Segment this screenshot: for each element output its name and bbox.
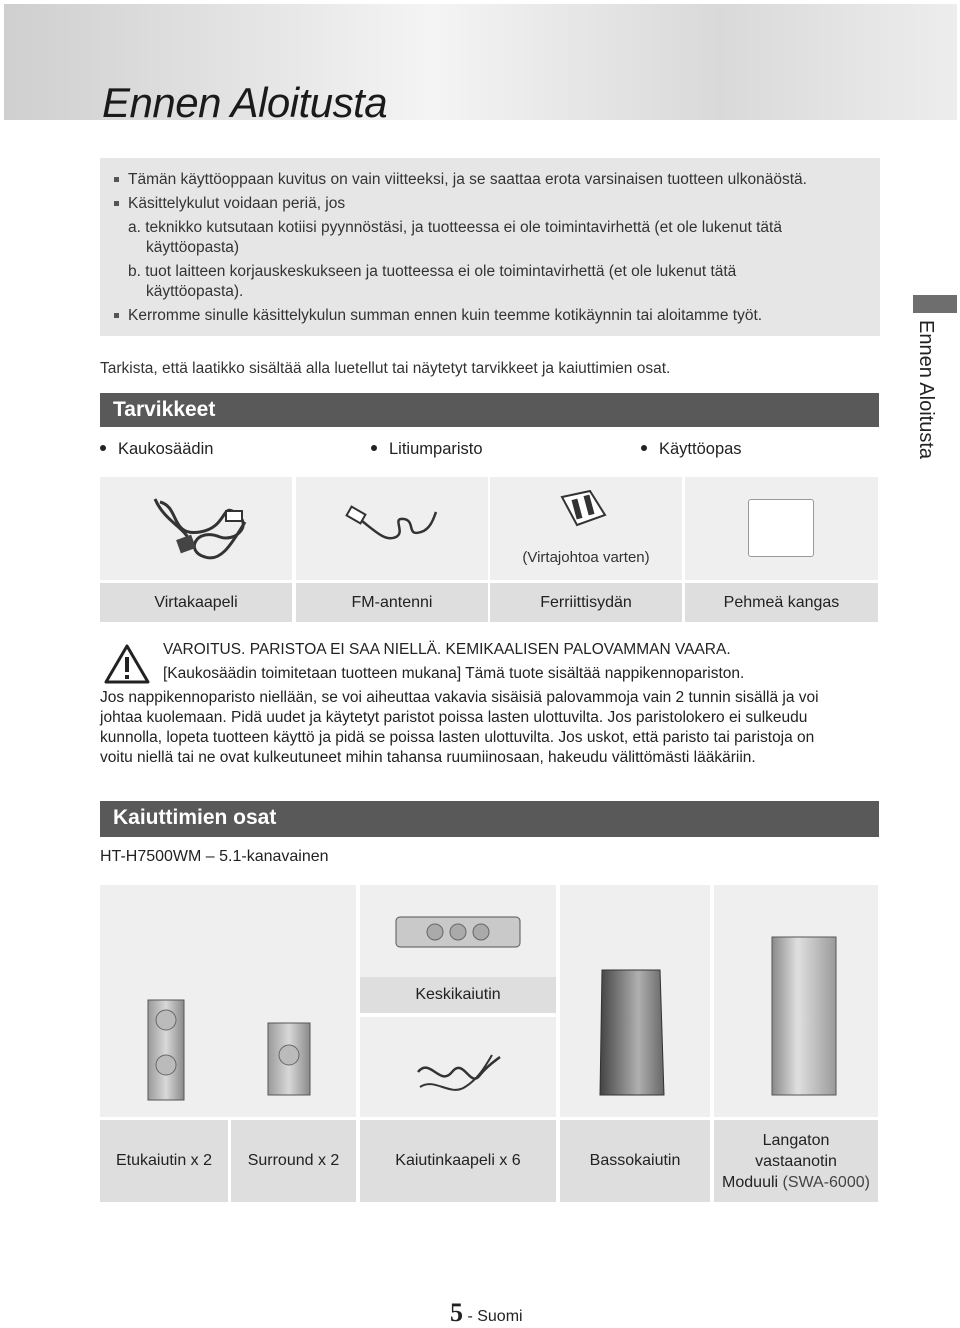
section-title: Kaiuttimien osat: [113, 806, 277, 829]
page-title: Ennen Aloitusta: [102, 79, 388, 126]
speaker-label: Bassokaiutin: [560, 1120, 710, 1202]
speakers-icon: [100, 885, 356, 1117]
warning-line: voitu niellä tai ne ovat kulkeutuneet mihin tahansa ruumiinosaan, hakeudu välittömästi lääkäriin.: [100, 749, 756, 766]
note-line: Tämän käyttöoppaan kuvitus on vain viitteeksi, ja se saattaa erota varsinaisen tuotteen ulkonäöstä.: [128, 171, 807, 188]
notes-box: [100, 158, 880, 336]
side-tab-marker: [913, 295, 957, 313]
bullet-item: Litiumparisto: [371, 440, 483, 459]
center-speaker-image-cell: [360, 885, 556, 977]
section-title: Tarvikkeet: [113, 398, 216, 421]
note-line: käyttöopasta).: [146, 283, 244, 300]
fm-antenna-image-cell: [296, 477, 488, 580]
page-footer: [450, 1298, 523, 1328]
cloth-icon: [748, 499, 814, 557]
speaker-label: Etukaiutin x 2: [100, 1120, 228, 1202]
warning-line: johtaa kuolemaan. Pidä uudet ja käytetyt paristot poissa lasten ulottuvilta. Jos paristolokero ei sulkeudu: [100, 709, 808, 726]
side-tab-label: Ennen Aloitusta: [915, 320, 937, 459]
bullet-item: Kaukosäädin: [100, 440, 213, 459]
accessory-label: FM-antenni: [296, 583, 488, 622]
fm-antenna-icon: [296, 477, 488, 580]
ferrite-note: (Virtajohtoa varten): [522, 549, 650, 566]
bullet-dot-icon: [371, 445, 377, 451]
bullet-square-icon: [114, 313, 119, 318]
power-cable-image-cell: [100, 477, 292, 580]
intro-text: Tarkista, että laatikko sisältää alla luetellut tai näytetyt tarvikkeet ja kaiuttimien osat.: [100, 360, 671, 377]
center-speaker-label: Keskikaiutin: [360, 977, 556, 1013]
page-header: [4, 4, 957, 126]
cloth-image-cell: [685, 477, 878, 580]
wireless-label-line: Langaton: [762, 1131, 830, 1149]
note-line: Kerromme sinulle käsittelykulun summan ennen kuin teemme kotikäynnin tai aloitamme työt.: [128, 307, 763, 324]
accessory-label: Virtakaapeli: [100, 583, 292, 622]
power-cable-icon: [100, 477, 292, 580]
bullet-dot-icon: [100, 445, 106, 451]
bullet-square-icon: [114, 177, 119, 182]
section-bar-speakers: [100, 801, 879, 837]
warning-line: kunnolla, lopeta tuotteen käyttö ja pidä se poissa lasten ulottuvilta. Jos uskot, että paristo tai paristoja on: [100, 729, 815, 746]
front-surround-image-cell: [100, 885, 356, 1117]
wireless-label-line: vastaanotin: [755, 1152, 837, 1170]
subwoofer-image-cell: [560, 885, 710, 1117]
page-number: 5: [450, 1298, 463, 1327]
section-bar-accessories: [100, 393, 879, 427]
bullet-dot-icon: [641, 445, 647, 451]
note-line: b. tuot laitteen korjauskeskukseen ja tuotteessa ei ole toimintavirhettä (et ole lukenut tätä: [128, 263, 737, 280]
warning-triangle-icon: [104, 644, 150, 684]
footer-language: - Suomi: [463, 1308, 523, 1325]
wireless-module-icon: [714, 885, 878, 1117]
note-line: käyttöopasta): [146, 239, 240, 256]
note-line: a. teknikko kutsutaan kotiisi pyynnöstäsi, ja tuotteessa ei ole toimintavirhettä (et ole lukenut tätä: [128, 219, 782, 236]
accessory-label: Pehmeä kangas: [685, 583, 878, 622]
ferrite-core-image-cell: [490, 477, 682, 580]
warning-line: VAROITUS. PARISTOA EI SAA NIELLÄ. KEMIKAALISEN PALOVAMMAN VAARA.: [163, 641, 731, 658]
wireless-module-image-cell: [714, 885, 878, 1117]
center-speaker-icon: [360, 885, 556, 977]
warning-line: Jos nappikennoparisto niellään, se voi aiheuttaa vakavia sisäisiä palovammoja vain 2 tunnin sisällä ja voi: [100, 689, 819, 706]
speaker-cable-image-cell: [360, 1017, 556, 1117]
subwoofer-icon: [560, 885, 710, 1117]
wireless-module-label: [714, 1120, 878, 1202]
speaker-label: Surround x 2: [231, 1120, 356, 1202]
speaker-cable-icon: [360, 1017, 556, 1117]
bullet-item: Käyttöopas: [641, 440, 742, 459]
side-tab: [915, 320, 939, 470]
model-label: HT-H7500WM – 5.1-kanavainen: [100, 848, 329, 865]
warning-line: [Kaukosäädin toimitetaan tuotteen mukana] Tämä tuote sisältää nappikennopariston.: [163, 665, 745, 682]
note-line: Käsittelykulut voidaan periä, jos: [128, 195, 346, 212]
bullet-square-icon: [114, 201, 119, 206]
ferrite-core-icon: [490, 477, 682, 532]
speaker-label: Kaiutinkaapeli x 6: [360, 1120, 556, 1202]
accessory-label: Ferriittisydän: [490, 583, 682, 622]
wireless-label-line: Moduuli (SWA-6000): [722, 1173, 870, 1191]
